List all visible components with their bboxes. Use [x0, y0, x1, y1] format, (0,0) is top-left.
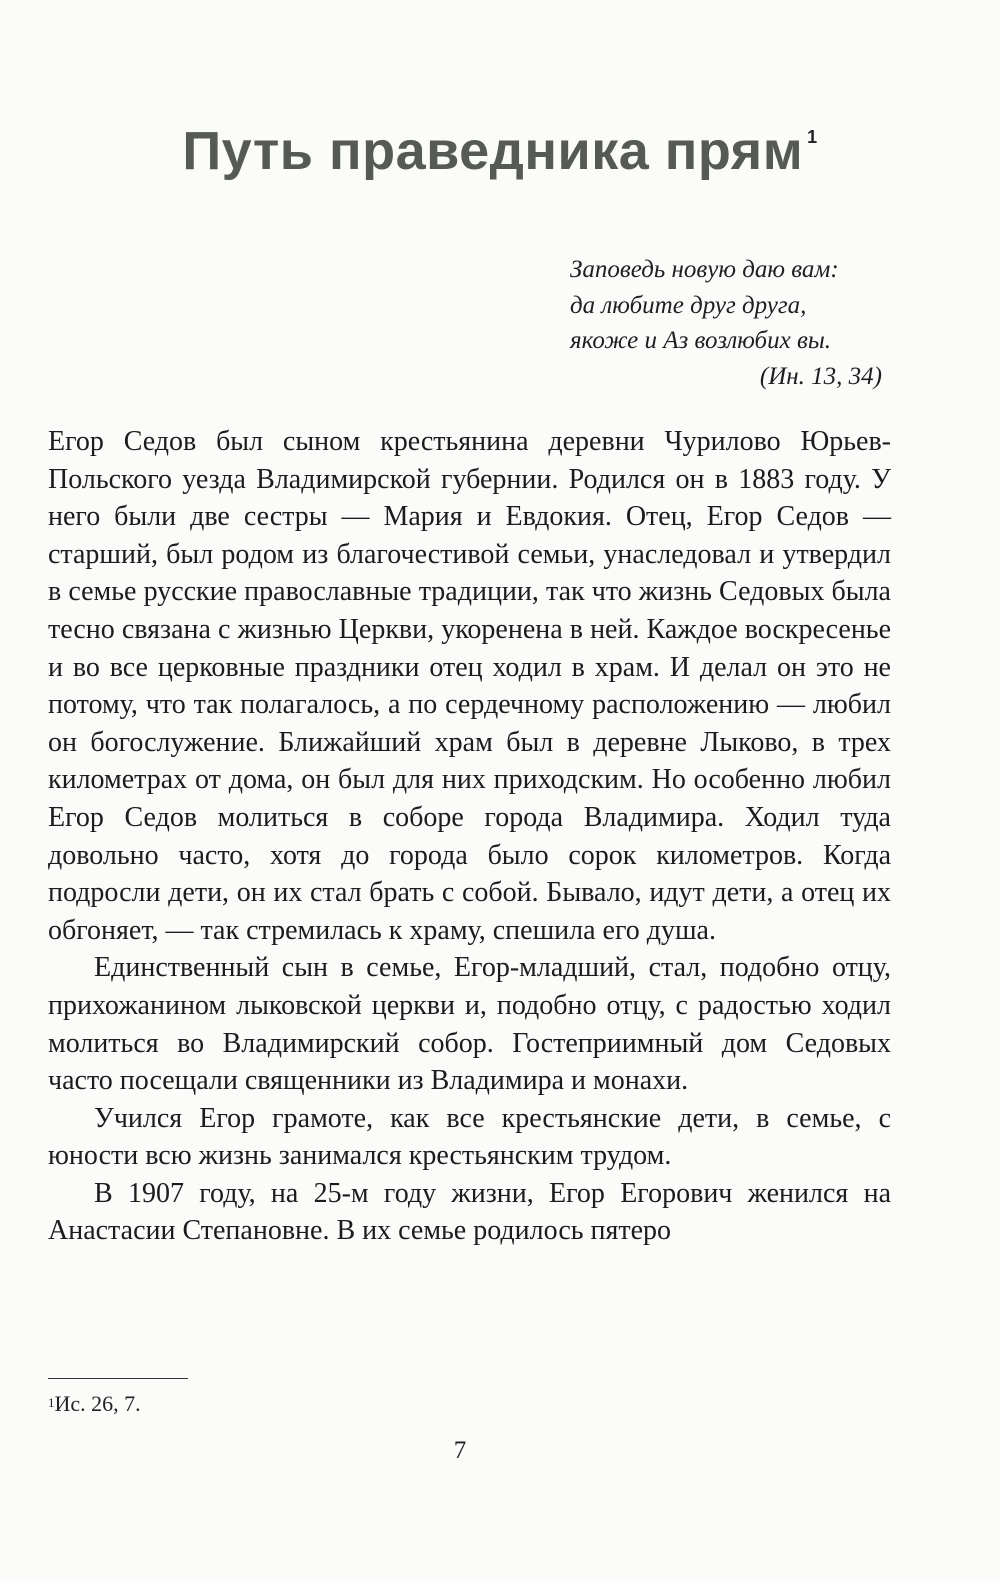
epigraph-line: да любите друг друга, — [570, 291, 807, 319]
page-number: 7 — [453, 1437, 467, 1464]
epigraph-source: (Ин. 13, 34) — [759, 362, 882, 390]
title-footnote-mark: 1 — [807, 127, 818, 148]
epigraph-line: Заповедь новую даю вам: — [570, 256, 839, 283]
body-text — [48, 423, 891, 1250]
paragraph: Единственный сын в семье, Егор-младший, стал, подобно отцу, прихожанином лыковской церкви и, подобно отцу, с радостью ходил молиться во Владимирский собор. Гостеприимный дом Седовых часто посещали священники из Владимира и монахи. — [48, 952, 891, 1097]
footnote-divider — [48, 1378, 188, 1379]
chapter-title — [0, 121, 1000, 182]
epigraph-line: якоже и Аз возлюбих вы. — [570, 327, 832, 354]
chapter-title-text: Путь праведника прям — [182, 121, 804, 182]
footnote-mark: 1 — [48, 1395, 55, 1410]
paragraph: Учился Егор грамоте, как все крестьянские дети, в семье, с юности всю жизнь занимался крестьянским трудом. — [48, 1102, 891, 1172]
paragraph: В 1907 году, на 25-м году жизни, Егор Егорович женился на Анастасии Степановне. В их семье родилось пятеро — [48, 1177, 891, 1247]
footnote-text: Ис. 26, 7. — [54, 1391, 141, 1416]
footnote — [48, 1391, 141, 1417]
paragraph: Егор Седов был сыном крестьянина деревни Чурилово Юрьев-Польского уезда Владимирской губернии. Родился он в 1883 году. У него были две сестры — Мария и Евдокия. Отец, Егор Седов — старший, был родом из благочестивой семьи, унаследовал и утвердил в семье русские православные традиции, так что жизнь Седовых была тесно связана с жизнью Церкви, укоренена в ней. Каждое воскресенье и во все церковные праздники отец ходил в храм. И делал он это не потому, что так полагалось, а по сердечному расположению — любил он богослужение. Ближайший храм был в деревне Лыково, в трех километрах от дома, он был для них приходским. Но особенно любил Егор Седов молиться в соборе города Владимира. Ходил туда довольно часто, хотя до города было сорок километров. Когда подросли дети, он их стал брать с собой. Бывало, идут дети, а отец их обгоняет, — так стремилась к храму, спешила его душа. — [48, 426, 891, 946]
epigraph — [570, 252, 890, 394]
